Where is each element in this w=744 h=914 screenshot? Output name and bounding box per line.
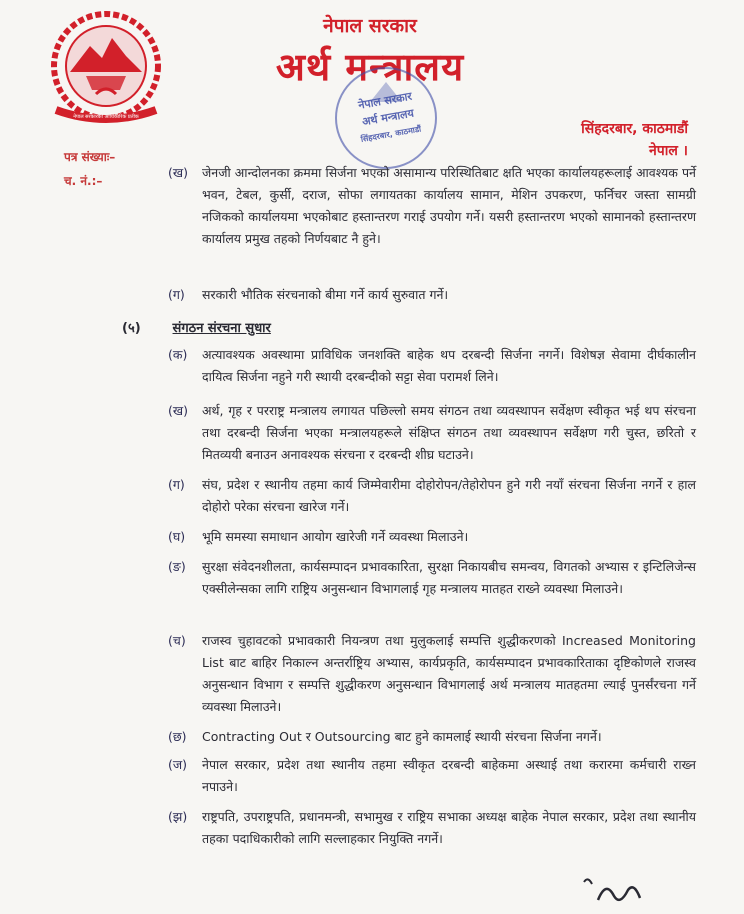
ministry-name: अर्थ मन्त्रालय [275,45,465,89]
item-text: संघ, प्रदेश र स्थानीय तहमा कार्य जिम्मेवारीमा दोहोरोपन/तेहोरोपन हुने गरी नयाँ संरचना सिर्जना नगर्ने र हाल दोहोरो परेका संरचना खारेज गर्ने। [202,477,696,514]
item-label: (ङ) [168,559,186,574]
list-item [168,806,696,852]
item-text: Contracting Out र Outsourcing बाट हुने कामलाई स्थायी संरचना सिर्जना नगर्ने। [202,729,602,744]
list-item [168,162,696,274]
item-label: (ग) [168,477,185,492]
item-label: (ग) [168,287,185,302]
signature-icon [578,870,648,910]
stamp-line: सिंहदरबार, काठमाडौं [360,124,422,144]
item-label: (छ) [168,729,187,744]
item-text: अर्थ, गृह र परराष्ट्र मन्त्रालय लगायत पछिल्लो समय संगठन तथा व्यवस्थापन सर्वेक्षण स्वीकृत भई थप संरचना तथा दरबन्दी सिर्जना भएका मन्त्रालयहरूले संक्षिप्त संगठन तथा व्यवस्थापन सर्वेक्षण गरी चुस्त, छरितो र मितव्ययी बनाउन अनावश्यक संरचना र दरबन्दी शीघ्र घटाउने। [202,403,696,462]
list-item [168,284,696,308]
item-text: जेनजी आन्दोलनका क्रममा सिर्जना भएको असामान्य परिस्थितिबाट क्षति भएका कार्यालयहरूलाई आवश्यक पर्ने भवन, टेबल, कुर्सी, दराज, सोफा लगायतका कार्यालय सामान, मेशिन उपकरण, फर्निचर जस्ता सामग्री नजिकको कार्यालयमा भएकोबाट हस्तान्तरण गराई उपयोग गर्ने। यसरी हस्तान्तरण भएको सामानको हस्तान्तरण कार्यालय प्रमुख तहको निर्णयबाट नै हुने। [202,165,696,246]
section-number: (५) [122,321,141,336]
stamp-line: अर्थ मन्त्रालय [361,106,415,129]
list-item [168,526,696,550]
item-label: (क) [168,347,188,362]
item-label: (झ) [168,809,188,824]
item-text: राष्ट्रपति, उपराष्ट्रपति, प्रधानमन्त्री, सभामुख र राष्ट्रिय सभाका अध्यक्ष बाहेक नेपाल सरकार, प्रदेश तथा स्थानीय तहका पदाधिकारीको लागि सल्लाहकार नियुक्ति नगर्ने। [202,809,696,846]
list-item [168,726,696,750]
item-text: अत्यावश्यक अवस्थामा प्राविधिक जनशक्ति बाहेक थप दरबन्दी सिर्जना नगर्ने। विशेषज्ञ सेवामा दीर्घकालीन दायित्व सिर्जना नहुने गरी स्थायी दरबन्दीको सट्टा सेवा परामर्श लिने। [202,347,696,384]
item-label: (च) [168,633,186,648]
dispatch-number-label: च. नं.:– [64,174,103,188]
government-name: नेपाल सरकार [323,15,417,37]
item-text: सुरक्षा संवेदनशीलता, कार्यसम्पादन प्रभावकारिता, सुरक्षा निकायबीच समन्वय, विगतको अभ्यास र इन्टिलिजेन्स एक्सीलेन्सका लागि राष्ट्रिय अनुसन्धान विभागलाई गृह मन्त्रालय मातहत राख्ने व्यवस्था मिलाउने। [202,559,696,596]
list-item [168,400,696,468]
section-title: संगठन संरचना सुधार [172,321,271,336]
item-text: सरकारी भौतिक संरचनाको बीमा गर्ने कार्य सुरुवात गर्ने। [202,287,449,302]
section-heading [122,318,271,336]
item-label: (ख) [168,165,188,180]
list-item [168,344,696,390]
list-item [168,474,696,520]
list-item [168,556,696,624]
stamp-line: नेपाल सरकार [357,89,413,112]
address-line: सिंहदरबार, काठमाडौं [581,121,688,137]
list-item [168,630,696,722]
nepal-emblem-icon [48,10,164,138]
office-address [581,118,688,162]
item-text: भूमि समस्या समाधान आयोग खारेजी गर्ने व्यवस्था मिलाउने। [202,529,469,544]
address-line: नेपाल । [648,143,688,159]
item-text: नेपाल सरकार, प्रदेश तथा स्थानीय तहमा स्वीकृत दरबन्दी बाहेकमा अस्थाई तथा करारमा कर्मचारी राख्न नपाउने। [202,757,696,794]
reference-number-label: पत्र संख्याः– [64,150,116,164]
item-label: (ख) [168,403,188,418]
item-text: राजस्व चुहावटको प्रभावकारी नियन्त्रण तथा मुलुकलाई सम्पत्ति शुद्धीकरणको Increased Monitoring List बाट बाहिर निकाल्न अन्तर्राष्ट्रिय अभ्यास, कार्यप्रकृति, कार्यसम्पादन प्रभावकारिताका दृष्टिकोणले राजस्व अनुसन्धान विभाग र सम्पत्ति शुद्धीकरण अनुसन्धान विभागलाई अर्थ मन्त्रालय मातहतमा ल्याई पुनर्संरचना गर्ने व्यवस्था मिलाउने। [202,633,696,714]
list-item [168,754,696,800]
item-label: (ज) [168,757,188,772]
item-label: (घ) [168,529,186,544]
emblem-caption: नेपाल सरकारको आधिकारिक प्रतीक [73,114,139,120]
